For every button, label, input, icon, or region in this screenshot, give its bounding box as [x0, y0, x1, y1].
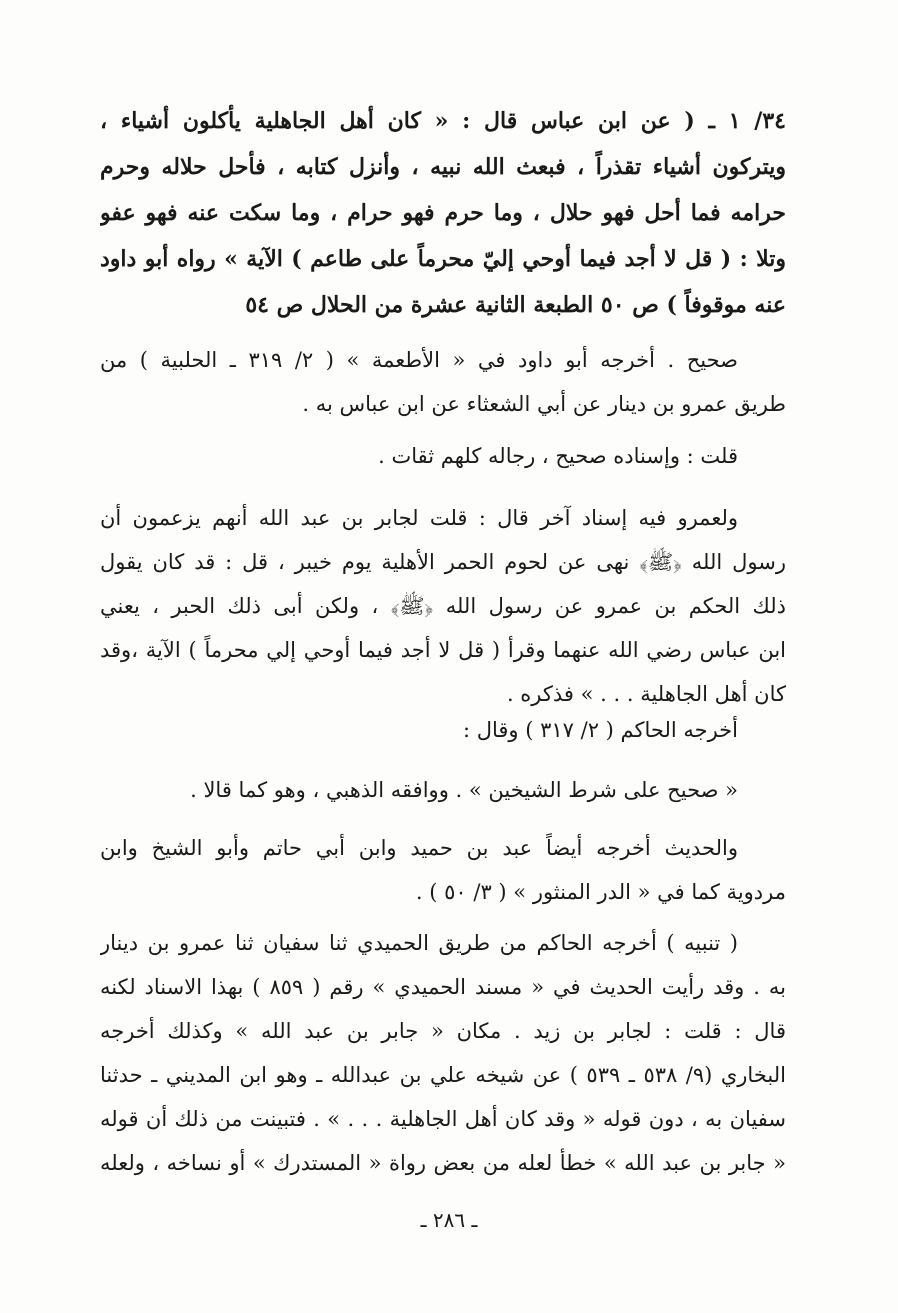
chain-line: ذلك الحكم بن عمرو عن رسول الله ﴿ﷺ﴾ ، ولكن أبى ذلك الحبر ، يعني [100, 594, 786, 618]
entry-line: ويتركون أشياء تقذراً ، فبعث الله نبيه ، وأنزل كتابه ، فأحل حلاله وحرم [100, 154, 786, 180]
also-line: والحديث أخرجه أيضاً عبد بن حميد وابن أبي حاتم وأبو الشيخ وابن [100, 836, 738, 860]
tanbih-line: ( تنبيه ) أخرجه الحاكم من طريق الحميدي ثنا سفيان ثنا عمرو بن دينار [100, 931, 738, 955]
chain-line: رسول الله ﴿ﷺ﴾ نهى عن لحوم الحمر الأهلية يوم خيبر ، قل : قد كان يقول [100, 550, 786, 574]
entry-line: عنه موقوفاً ) ص ٥٠ الطبعة الثانية عشرة من الحلال ص ٥٤ [245, 292, 786, 318]
tanbih-line: البخاري (٩/ ٥٣٨ ـ ٥٣٩ ) عن شيخه علي بن عبدالله ـ وهو ابن المديني ـ حدثنا [100, 1063, 786, 1087]
hadith-entry [100, 98, 786, 328]
verdict-paragraph [100, 338, 786, 426]
hakim-quote: « صحيح على شرط الشيخين » . ووافقه الذهبي ، وهو كما قالا . [190, 778, 738, 802]
also-paragraph [100, 826, 786, 914]
chain-line: ابن عباس رضي الله عنهما وقرأ ( قل لا أجد فيما أوحي إلي محرماً ) الآية ،وقد [100, 638, 786, 662]
entry-line: ٣٤/ ١ ـ ( عن ابن عباس قال : « كان أهل الجاهلية يأكلون أشياء ، [100, 108, 786, 134]
other-chain-paragraph [100, 496, 786, 716]
verdict-line: طريق عمرو بن دينار عن أبي الشعثاء عن ابن عباس به . [302, 392, 786, 416]
tanbih-line: قال : قلت : لجابر بن زيد . مكان « جابر بن عبد الله » وكذلك أخرجه [100, 1019, 786, 1043]
tanbih-line: « جابر بن عبد الله » خطأ لعله من بعض رواة « المستدرك » أو نساخه ، ولعله [100, 1151, 786, 1175]
note-paragraph: قلت : وإسناده صحيح ، رجاله كلهم ثقات . [378, 444, 738, 468]
verdict-line: صحيح . أخرجه أبو داود في « الأطعمة » ( ٢/ ٣١٩ ـ الحلبية ) من [100, 348, 738, 372]
chain-line: ولعمرو فيه إسناد آخر قال : قلت لجابر بن عبد الله أنهم يزعمون أن [100, 506, 738, 530]
entry-line: حرامه فما أحل فهو حلال ، وما حرم فهو حرام ، وما سكت عنه فهو عفو [100, 200, 786, 226]
chain-line: كان أهل الجاهلية . . . » فذكره . [506, 682, 786, 706]
page-number: ـ ٢٨٦ ـ [420, 1208, 478, 1232]
entry-line: وتلا : ( قل لا أجد فيما أوحي إليّ محرماً على طاعم ) الآية » رواه أبو داود [100, 246, 786, 272]
hakim-citation: أخرجه الحاكم ( ٢/ ٣١٧ ) وقال : [462, 718, 738, 742]
also-line: مردوية كما في « الدر المنثور » ( ٣/ ٥٠ ) . [415, 880, 786, 904]
tanbih-line: به . وقد رأيت الحديث في « مسند الحميدي » رقم ( ٨٥٩ ) بهذا الاسناد لكنه [100, 975, 786, 999]
tanbih-line: سفيان به ، دون قوله « وقد كان أهل الجاهلية . . . » . فتبينت من ذلك أن قوله [100, 1107, 786, 1131]
tanbih-paragraph [100, 921, 786, 1185]
